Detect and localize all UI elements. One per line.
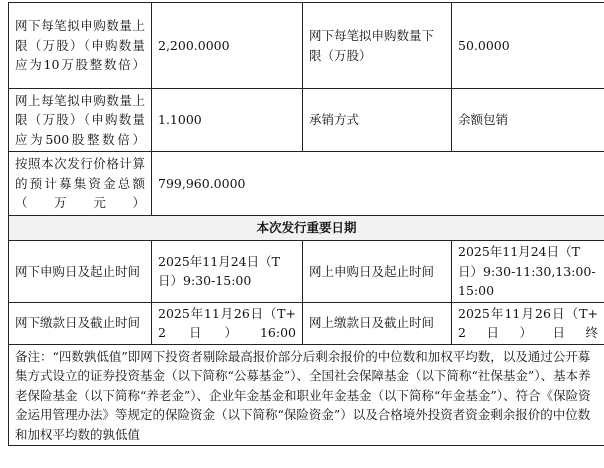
offline-subscription-date-label: 网下申购日及起止时间 [9, 241, 152, 303]
offering-info-table [8, 2, 604, 446]
online-subscription-date-value: 2025年11月24日（T日）9:30-11:30,13:00-15:00 [452, 241, 604, 303]
table-row [9, 302, 604, 344]
footnote: 备注：“四数孰低值”即网下投资者剔除最高报价部分后剩余报价的中位数和加权平均数，以及通过公开募集方式设立的证券投资基金（以下简称“公募基金”）、全国社会保障基金（以下简称“社保基金”）、基本养老保险基金（以下简称“养老金”）、企业年金基金和职业年金基金（以下简称“年金基金”）、符合《保险资金运用管理办法》等规定的保险资金（以下简称“保险资金”）以及合格境外投资者资金剩余报价的中位数和加权平均数的孰低值 [9, 344, 604, 446]
offline-min-subscription-value: 50.0000 [452, 3, 604, 89]
table-row [9, 344, 604, 446]
section-header-row [9, 216, 604, 241]
online-subscription-date-label: 网上申购日及起止时间 [303, 241, 452, 303]
offline-max-subscription-value: 2,200.0000 [152, 3, 303, 89]
table-row [9, 89, 604, 152]
document [8, 2, 596, 446]
offline-min-subscription-label: 网下每笔拟申购数量下限（万股） [303, 3, 452, 89]
offline-payment-date-value: 2025年11月26日（T+2日）16:00 [152, 302, 303, 344]
offline-max-subscription-label: 网下每笔拟申购数量上限（万股）（申购数量应为10万股整数倍） [9, 3, 152, 89]
offline-payment-date-label: 网下缴款日及截止时间 [9, 302, 152, 344]
expected-proceeds-value: 799,960.0000 [152, 152, 604, 216]
online-payment-date-value: 2025年11月26日（T+2日）日终 [452, 302, 604, 344]
online-payment-date-label: 网上缴款日及截止时间 [303, 302, 452, 344]
underwriting-method-label: 承销方式 [303, 89, 452, 152]
online-max-subscription-label: 网上每笔拟申购数量上限（万股）（申购数量应为500股整数倍） [9, 89, 152, 152]
section-title: 本次发行重要日期 [9, 216, 604, 241]
online-max-subscription-value: 1.1000 [152, 89, 303, 152]
underwriting-method-value: 余额包销 [452, 89, 604, 152]
offline-subscription-date-value: 2025年11月24日（T日）9:30-15:00 [152, 241, 303, 303]
table-row [9, 3, 604, 89]
expected-proceeds-label: 按照本次发行价格计算的预计募集资金总额（万元） [9, 152, 152, 216]
table-row [9, 152, 604, 216]
table-row [9, 241, 604, 303]
